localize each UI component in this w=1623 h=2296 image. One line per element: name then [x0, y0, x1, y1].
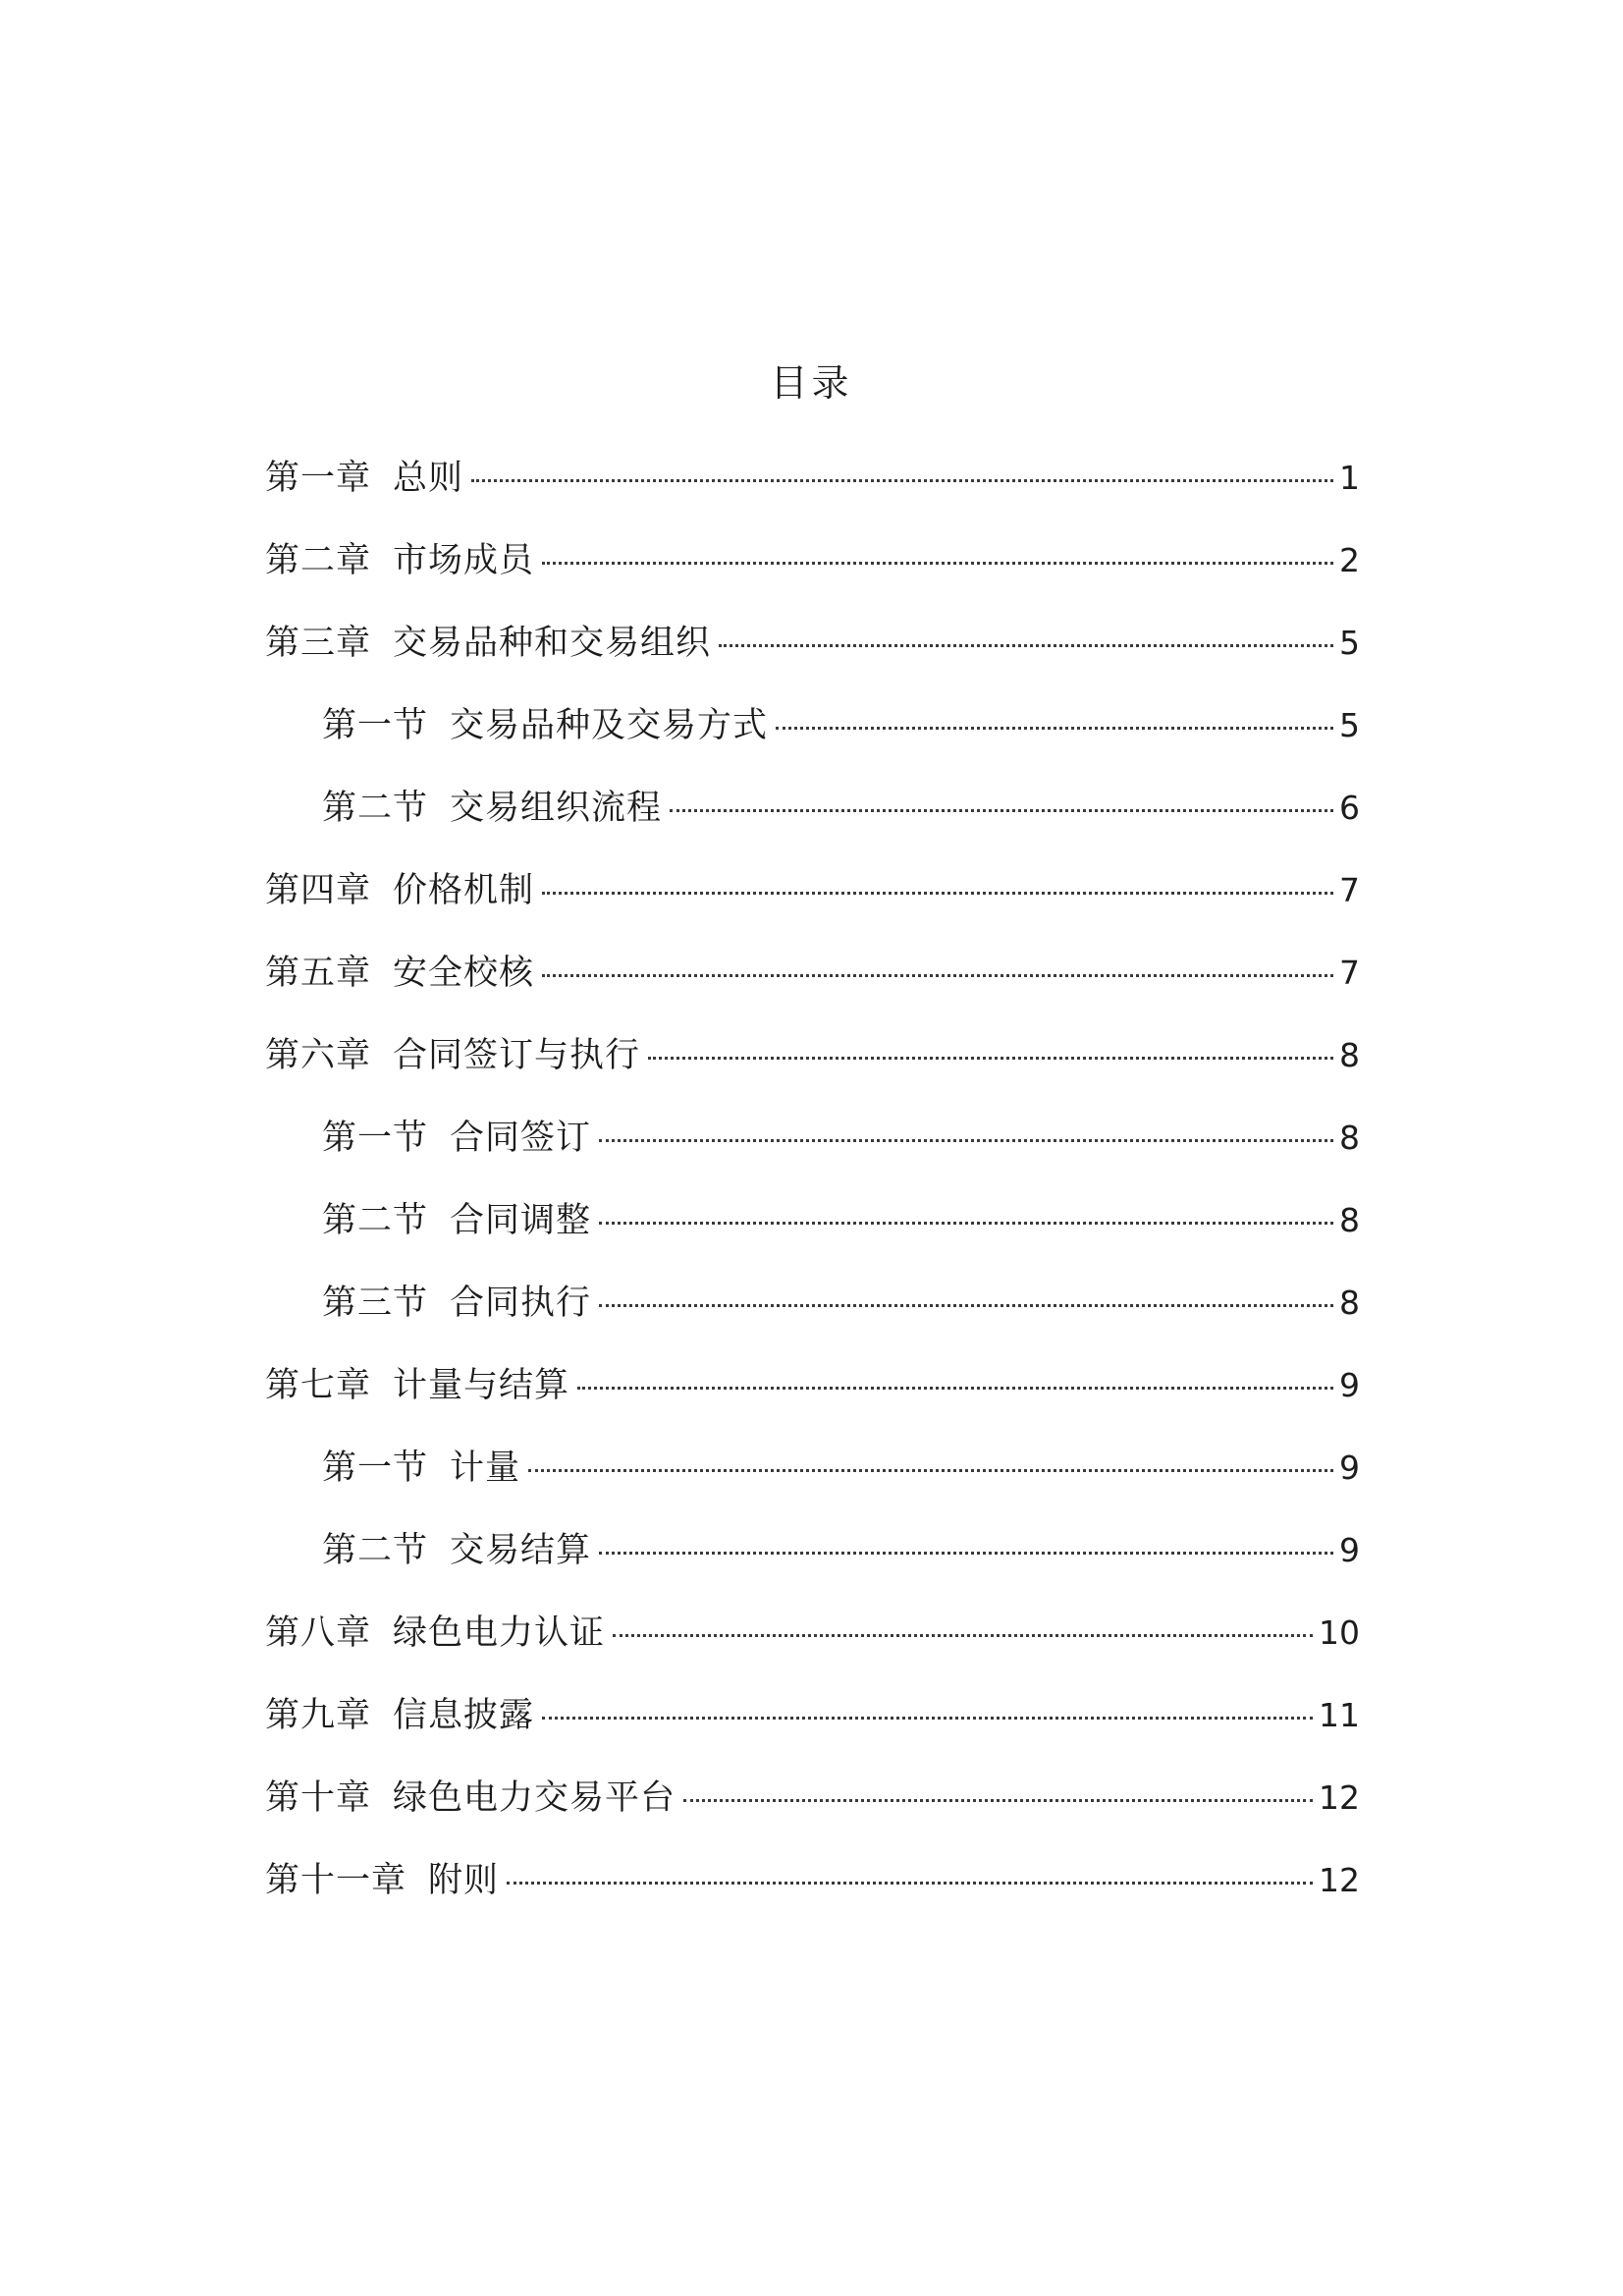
toc-chapter-entry[interactable] [265, 619, 1360, 701]
toc-entry-number: 第二节 [322, 1201, 429, 1240]
toc-dot-leader [648, 1057, 1333, 1060]
toc-page-number: 10 [1319, 1613, 1360, 1652]
toc-entry-title: 交易组织流程 [450, 789, 663, 828]
toc-entry-number: 第八章 [265, 1613, 372, 1653]
toc-entry-title: 交易结算 [450, 1531, 592, 1570]
toc-entry-number: 第一章 [265, 459, 372, 498]
toc-page-number: 9 [1339, 1449, 1360, 1487]
toc-entry-number: 第一节 [322, 706, 429, 745]
toc-chapter-entry[interactable] [265, 1774, 1360, 1856]
toc-dot-leader [599, 1304, 1333, 1307]
toc-dot-leader [719, 644, 1333, 647]
toc-section-entry[interactable] [265, 701, 1360, 784]
toc-entry-label [322, 1279, 591, 1328]
toc-entry-title: 计量与结算 [393, 1366, 570, 1405]
toc-dot-leader [542, 562, 1333, 565]
toc-entry-label [322, 1114, 591, 1163]
toc-page-number: 12 [1319, 1778, 1360, 1817]
toc-entry-label [265, 536, 534, 585]
toc-section-entry[interactable] [265, 1114, 1360, 1196]
toc-dot-leader [542, 1717, 1313, 1720]
toc-entry-title: 交易品种及交易方式 [450, 706, 769, 745]
toc-entry-title: 合同签订 [450, 1119, 592, 1158]
toc-chapter-entry[interactable] [265, 866, 1360, 949]
toc-entry-title: 计量 [450, 1449, 521, 1488]
toc-entry-title: 总则 [393, 459, 464, 498]
toc-page-number: 7 [1339, 954, 1360, 992]
toc-entry-number: 第十一章 [265, 1861, 407, 1900]
toc-entry-number: 第七章 [265, 1366, 372, 1405]
toc-entry-label [265, 1361, 569, 1410]
toc-dot-leader [613, 1634, 1313, 1637]
toc-page-number: 11 [1319, 1696, 1360, 1734]
toc-dot-leader [542, 892, 1333, 895]
toc-entry-label [265, 619, 711, 668]
toc-dot-leader [507, 1882, 1313, 1885]
toc-entry-label [322, 1444, 520, 1493]
toc-chapter-entry[interactable] [265, 949, 1360, 1031]
toc-entry-number: 第二章 [265, 541, 372, 580]
toc-page-number: 1 [1339, 459, 1360, 497]
toc-section-entry[interactable] [265, 1196, 1360, 1279]
toc-entry-title: 附则 [428, 1861, 500, 1900]
toc-dot-leader [599, 1552, 1333, 1555]
toc-entry-label [265, 1856, 499, 1905]
toc-entry-label [265, 866, 534, 915]
toc-page-number: 9 [1339, 1531, 1360, 1569]
toc-section-entry[interactable] [265, 1444, 1360, 1526]
toc-dot-leader [776, 727, 1333, 730]
toc-entry-label [265, 949, 534, 998]
toc-chapter-entry[interactable] [265, 454, 1360, 536]
toc-dot-leader [599, 1222, 1333, 1225]
toc-entry-label [265, 1031, 640, 1080]
toc-entry-number: 第五章 [265, 954, 372, 993]
toc-chapter-entry[interactable] [265, 1856, 1360, 1939]
toc-entry-number: 第九章 [265, 1696, 372, 1735]
toc-entry-number: 第二节 [322, 789, 429, 828]
toc-dot-leader [577, 1387, 1333, 1390]
toc-entry-label [322, 784, 662, 833]
toc-page-number: 8 [1339, 1284, 1360, 1322]
toc-entry-label [322, 1196, 591, 1245]
toc-dot-leader [528, 1469, 1333, 1472]
toc-page-number: 9 [1339, 1366, 1360, 1404]
toc-chapter-entry[interactable] [265, 1031, 1360, 1114]
toc-entry-title: 安全校核 [393, 954, 535, 993]
toc-entry-number: 第三节 [322, 1284, 429, 1323]
toc-entry-title: 合同签订与执行 [393, 1036, 641, 1075]
toc-page-number: 12 [1319, 1861, 1360, 1899]
toc-entry-number: 第三章 [265, 624, 372, 663]
toc-page-number: 7 [1339, 871, 1360, 909]
toc-page-number: 6 [1339, 789, 1360, 827]
toc-dot-leader [599, 1139, 1333, 1142]
toc-dot-leader [683, 1799, 1313, 1802]
toc-entry-title: 绿色电力交易平台 [393, 1778, 676, 1818]
toc-dot-leader [670, 809, 1333, 812]
toc-entry-title: 合同执行 [450, 1284, 592, 1323]
table-of-contents [265, 454, 1360, 1939]
toc-chapter-entry[interactable] [265, 1609, 1360, 1691]
toc-page-number: 2 [1339, 541, 1360, 579]
toc-entry-label [322, 701, 768, 750]
toc-entry-title: 价格机制 [393, 871, 535, 910]
toc-title: 目录 [770, 361, 853, 405]
toc-entry-label [265, 454, 463, 503]
toc-entry-title: 市场成员 [393, 541, 535, 580]
toc-page-number: 8 [1339, 1201, 1360, 1239]
toc-dot-leader [471, 479, 1333, 482]
toc-section-entry[interactable] [265, 1526, 1360, 1609]
toc-entry-label [265, 1774, 676, 1823]
toc-entry-title: 交易品种和交易组织 [393, 624, 712, 663]
toc-entry-title: 绿色电力认证 [393, 1613, 606, 1653]
toc-entry-number: 第一节 [322, 1119, 429, 1158]
toc-entry-number: 第二节 [322, 1531, 429, 1570]
toc-dot-leader [542, 974, 1333, 977]
toc-section-entry[interactable] [265, 784, 1360, 866]
toc-entry-number: 第四章 [265, 871, 372, 910]
toc-entry-title: 合同调整 [450, 1201, 592, 1240]
toc-entry-number: 第六章 [265, 1036, 372, 1075]
toc-section-entry[interactable] [265, 1279, 1360, 1361]
toc-entry-label [265, 1609, 605, 1658]
toc-entry-number: 第一节 [322, 1449, 429, 1488]
toc-chapter-entry[interactable] [265, 536, 1360, 619]
toc-page-number: 8 [1339, 1036, 1360, 1074]
toc-page-number: 8 [1339, 1119, 1360, 1157]
toc-entry-title: 信息披露 [393, 1696, 535, 1735]
toc-entry-label [322, 1526, 591, 1575]
toc-entry-number: 第十章 [265, 1778, 372, 1818]
toc-page-number: 5 [1339, 706, 1360, 744]
toc-chapter-entry[interactable] [265, 1691, 1360, 1774]
toc-entry-label [265, 1691, 534, 1740]
toc-page-number: 5 [1339, 624, 1360, 662]
toc-chapter-entry[interactable] [265, 1361, 1360, 1444]
